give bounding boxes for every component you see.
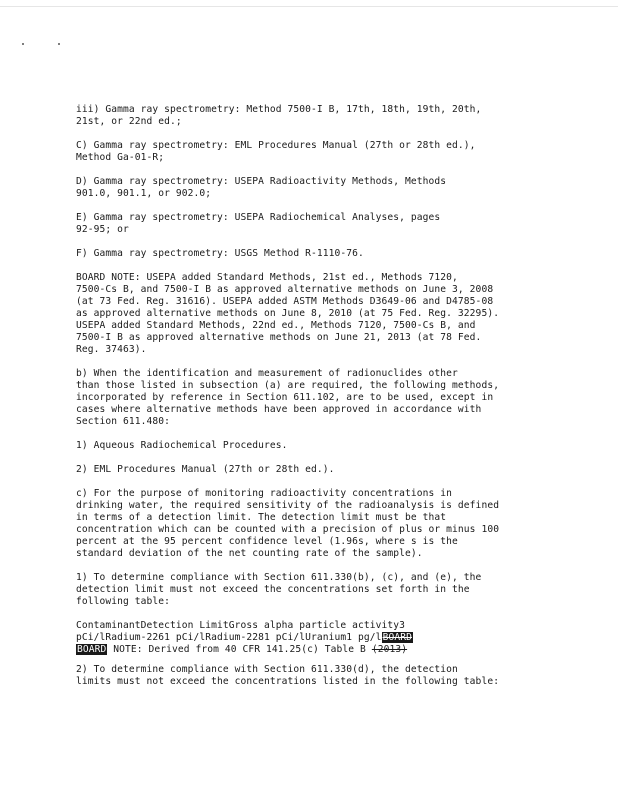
text-line: 21st, or 22nd ed.; bbox=[76, 116, 182, 127]
text-line: Method Ga-01-R; bbox=[76, 152, 165, 163]
text-line: following table: bbox=[76, 596, 171, 607]
text-line: detection limit must not exceed the concentrations set forth in the bbox=[76, 584, 470, 595]
redacted-text: BOARD bbox=[77, 644, 107, 655]
item-d bbox=[76, 176, 544, 200]
table-line bbox=[76, 644, 544, 656]
text-line: 7500-I B as approved alternative methods on June 21, 2013 (at 78 Fed. bbox=[76, 332, 482, 343]
text-line: C) Gamma ray spectrometry: EML Procedures Manual (27th or 28th ed.), bbox=[76, 140, 476, 151]
paragraph-b1 bbox=[76, 440, 544, 452]
paragraph-c1 bbox=[76, 572, 544, 608]
text-line: concentration which can be counted with a precision of plus or minus 100 bbox=[76, 524, 500, 535]
text-line: incorporated by reference in Section 611.102, are to be used, except in bbox=[76, 392, 494, 403]
text-line: (at 73 Fed. Reg. 31616). USEPA added ASTM Methods D3649-06 and D4785-08 bbox=[76, 296, 494, 307]
text-line: 2) To determine compliance with Section 611.330(d), the detection bbox=[76, 664, 458, 675]
table-line bbox=[76, 632, 544, 644]
text-line: 1) Aqueous Radiochemical Procedures. bbox=[76, 440, 288, 451]
text-line: E) Gamma ray spectrometry: USEPA Radiochemical Analyses, pages bbox=[76, 212, 441, 223]
item-iii bbox=[76, 104, 544, 128]
table-line-text: pCi/lRadium-2261 pCi/lRadium-2281 pCi/lUranium1 pg/l bbox=[76, 632, 382, 643]
text-line: D) Gamma ray spectrometry: USEPA Radioactivity Methods, Methods bbox=[76, 176, 447, 187]
board-note-1 bbox=[76, 272, 544, 356]
text-line: 901.0, 901.1, or 902.0; bbox=[76, 188, 212, 199]
text-line: BOARD NOTE: USEPA added Standard Methods, 21st ed., Methods 7120, bbox=[76, 272, 458, 283]
text-line: 2) EML Procedures Manual (27th or 28th ed.). bbox=[76, 464, 335, 475]
text-line: Reg. 37463). bbox=[76, 344, 147, 355]
text-line: standard deviation of the net counting rate of the sample). bbox=[76, 548, 423, 559]
item-e bbox=[76, 212, 544, 236]
text-line: 7500-Cs B, and 7500-I B as approved alternative methods on June 3, 2008 bbox=[76, 284, 494, 295]
table-line: ContaminantDetection LimitGross alpha particle activity3 bbox=[76, 620, 406, 631]
text-line: c) For the purpose of monitoring radioactivity concentrations in bbox=[76, 488, 453, 499]
text-line: drinking water, the required sensitivity of the radioanalysis is defined bbox=[76, 500, 500, 511]
text-line: Section 611.480: bbox=[76, 416, 171, 427]
paragraph-c bbox=[76, 488, 544, 560]
text-line: than those listed in subsection (a) are required, the following methods, bbox=[76, 380, 500, 391]
struck-text: (2013) bbox=[371, 644, 408, 655]
paragraph-c2 bbox=[76, 664, 544, 688]
text-line: USEPA added Standard Methods, 22nd ed., Methods 7120, 7500-Cs B, and bbox=[76, 320, 476, 331]
redacted-text: BOARD bbox=[382, 632, 412, 643]
text-line: 92-95; or bbox=[76, 224, 129, 235]
scan-speck bbox=[22, 43, 24, 45]
paragraph-b bbox=[76, 368, 544, 428]
item-c bbox=[76, 140, 544, 164]
text-line: 1) To determine compliance with Section 611.330(b), (c), and (e), the bbox=[76, 572, 482, 583]
scan-speck bbox=[58, 43, 60, 45]
table-line-text: NOTE: Derived from 40 CFR 141.25(c) Table B bbox=[107, 644, 366, 655]
text-line: cases where alternative methods have been approved in accordance with bbox=[76, 404, 482, 415]
text-line: limits must not exceed the concentrations listed in the following table: bbox=[76, 676, 500, 687]
detection-limit-table bbox=[76, 620, 544, 656]
text-line: percent at the 95 percent confidence level (1.96s, where s is the bbox=[76, 536, 458, 547]
text-line: b) When the identification and measurement of radionuclides other bbox=[76, 368, 458, 379]
document-body bbox=[76, 104, 544, 688]
item-f bbox=[76, 248, 544, 260]
text-line: F) Gamma ray spectrometry: USGS Method R-1110-76. bbox=[76, 248, 364, 259]
text-line: as approved alternative methods on June 8, 2010 (at 75 Fed. Reg. 32295). bbox=[76, 308, 500, 319]
text-line: iii) Gamma ray spectrometry: Method 7500-I B, 17th, 18th, 19th, 20th, bbox=[76, 104, 482, 115]
text-line: in terms of a detection limit. The detection limit must be that bbox=[76, 512, 447, 523]
paragraph-b2 bbox=[76, 464, 544, 476]
scan-top-edge bbox=[0, 6, 618, 7]
